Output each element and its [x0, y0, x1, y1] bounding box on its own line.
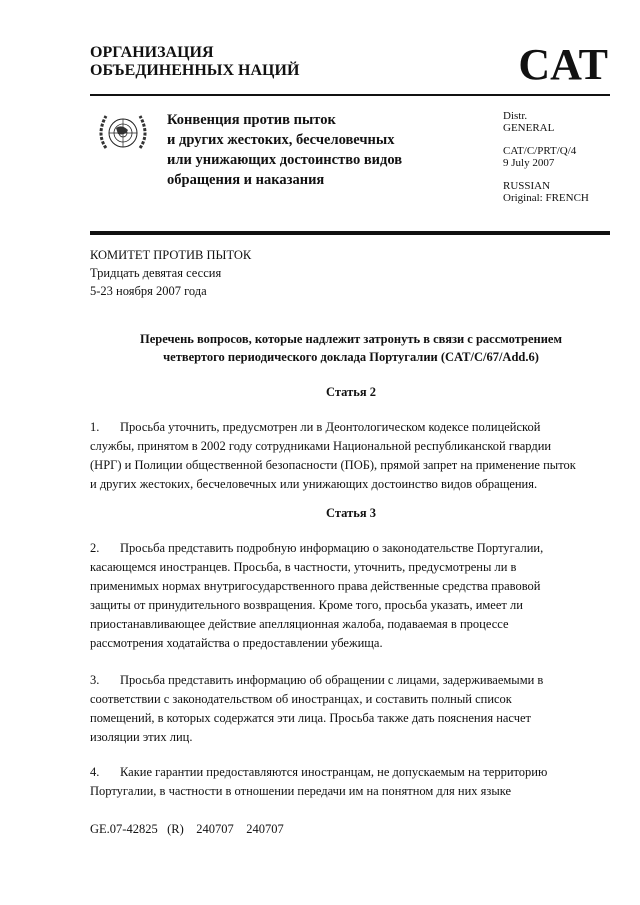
document-metadata — [503, 110, 589, 204]
paragraph-number: 2. — [90, 541, 100, 555]
paragraph-number: 4. — [90, 765, 100, 779]
distr-label: Distr. — [503, 110, 528, 122]
para-line — [90, 539, 612, 558]
paragraph-number: 1. — [90, 420, 100, 434]
text: Какие гарантии предоставляются иностранцам, не допускаемым на территорию — [120, 765, 548, 779]
convention-line: и других жестоких, бесчеловечных — [167, 132, 395, 148]
section-heading: Статья 3 — [326, 506, 376, 520]
title-line: четвертого периодического доклада Португалии (CAT/C/67/Add.6) — [163, 350, 539, 364]
paragraph-number: 3. — [90, 673, 100, 687]
para-line: применимых нормах внутригосударственного права действенные средства правовой — [90, 579, 541, 593]
paragraph — [90, 539, 612, 653]
para-line — [90, 763, 612, 782]
para-line: помещений, в которых содержатся эти лица. Просьба также дать пояснения насчет — [90, 711, 532, 725]
text: Просьба представить информацию об обращении с лицами, задерживаемыми в — [120, 673, 544, 687]
document-title — [90, 330, 612, 366]
committee-name: КОМИТЕТ ПРОТИВ ПЫТОК — [90, 248, 252, 262]
organization-name — [90, 44, 299, 80]
para-line: приостанавливающее действие апелляционная жалоба, подаваемая в процессе — [90, 617, 509, 631]
paragraph — [90, 418, 612, 494]
para-line: и других жестоких, бесчеловечных или унижающих достоинство видов обращения. — [90, 477, 538, 491]
un-emblem-icon — [94, 110, 152, 156]
para-line: касающемся иностранцев. Просьба, в частности, уточнить, предусмотрены ли в — [90, 560, 517, 574]
section-heading: Статья 2 — [326, 385, 376, 399]
para-line: службы, принятом в 2002 году сотрудниками Национальной республиканской гвардии — [90, 439, 552, 453]
document-series-symbol: CAT — [518, 40, 608, 89]
language: RUSSIAN — [503, 180, 551, 192]
paragraph — [90, 763, 612, 801]
document-symbol: CAT/C/PRT/Q/4 — [503, 145, 577, 157]
text: Просьба представить подробную информацию о законодательстве Португалии, — [120, 541, 544, 555]
header-divider — [90, 94, 610, 96]
para-line: (НРГ) и Полиции общественной безопасности (ПОБ), прямой запрет на применение пыток — [90, 458, 576, 472]
paragraph — [90, 671, 612, 747]
distribution: GENERAL — [503, 122, 555, 134]
text: Просьба уточнить, предусмотрен ли в Деонтологическом кодексе полицейской — [120, 420, 541, 434]
document-date: 9 July 2007 — [503, 157, 555, 169]
para-line: рассмотрения ходатайства о предоставлении убежища. — [90, 636, 383, 650]
convention-title — [167, 110, 402, 190]
committee-block — [90, 246, 612, 300]
footer-job-number: GE.07-42825 (R) 240707 240707 — [90, 822, 284, 836]
org-line: ОБЪЕДИНЕННЫХ НАЦИЙ — [90, 62, 300, 79]
para-line: защиты от принудительного возвращения. Кроме того, просьба указать, имеет ли — [90, 598, 523, 612]
para-line: изоляции этих лиц. — [90, 730, 193, 744]
convention-line: обращения и наказания — [167, 172, 325, 188]
convention-line: или унижающих достоинство видов — [167, 152, 403, 168]
session: Тридцать девятая сессия — [90, 266, 222, 280]
convention-line: Конвенция против пыток — [167, 112, 336, 128]
header-thick-divider — [90, 231, 610, 235]
title-line: Перечень вопросов, которые надлежит затронуть в связи с рассмотрением — [140, 332, 562, 346]
para-line: соответствии с законодательством об иностранцах, и составить полный список — [90, 692, 512, 706]
org-line: ОРГАНИЗАЦИЯ — [90, 44, 214, 61]
para-line — [90, 671, 612, 690]
session-dates: 5-23 ноября 2007 года — [90, 284, 207, 298]
para-line — [90, 418, 612, 437]
para-line: Португалии, в частности в отношении передачи им на понятном для них языке — [90, 784, 512, 798]
original-language: Original: FRENCH — [503, 192, 589, 204]
